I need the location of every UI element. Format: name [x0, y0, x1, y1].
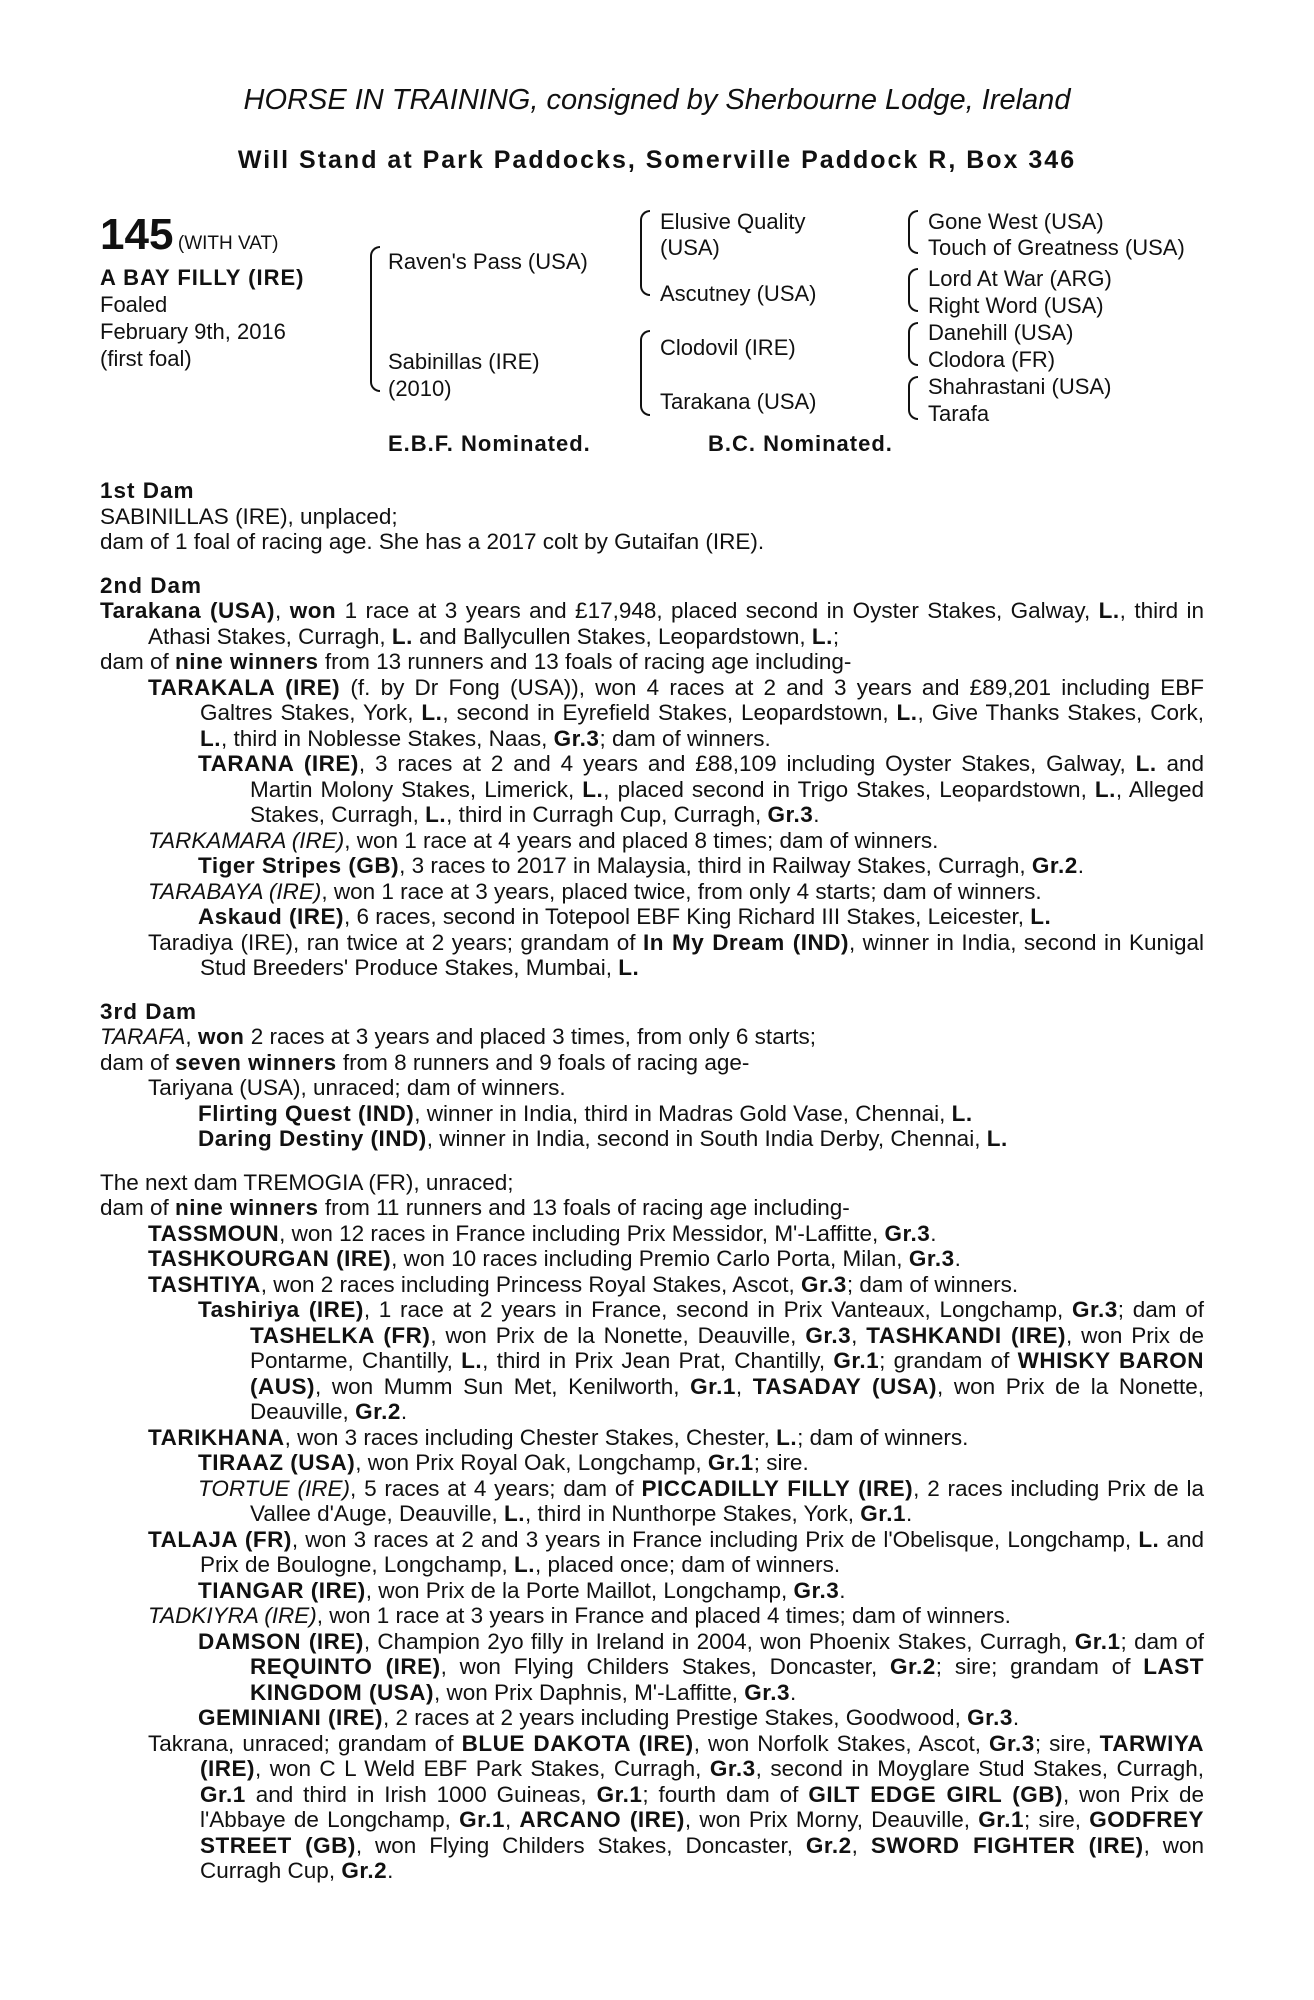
list-item: Daring Destiny (IND), winner in India, second in South India Derby, Chennai, L. [198, 1126, 1008, 1151]
grandsire-2: Clodovil (IRE) [660, 335, 796, 360]
list-item: GEMINIANI (IRE), 2 races at 2 years including Prestige Stakes, Goodwood, Gr.3. [198, 1705, 1020, 1730]
page-title: HORSE IN TRAINING, consigned by Sherbourne Lodge, Ireland [243, 84, 1071, 116]
list-item: TIANGAR (IRE), won Prix de la Porte Maillot, Longchamp, Gr.3. [198, 1577, 846, 1603]
grandsire-1-line-2: (USA) [660, 235, 720, 260]
list-item: TARAKALA (IRE) (f. by Dr Fong (USA)), won 4 races at 2 and 3 years and £89,201 including EBF Galtres Stakes, York, L., second in Eyrefield Stakes, Leopardstown, L., Give Thanks Stakes, Cork, L., third in Noblesse Stakes, Naas, Gr.3; dam of winners. [148, 674, 1204, 751]
second-dam-produce: dam of nine winners from 13 runners and 13 foals of racing age including- [100, 649, 852, 674]
lot-number-block [100, 210, 278, 260]
pedigree-brace-2 [640, 210, 650, 296]
list-item: TARABAYA (IRE), won 1 race at 3 years, placed twice, from only 4 starts; dam of winners. [148, 878, 1042, 904]
lot-details [100, 264, 304, 372]
list-item: Taradiya (IRE), ran twice at 2 years; grandam of In My Dream (IND), winner in India, second in Kunigal Stud Breeders' Produce Stakes, Mumbai, L. [148, 929, 1205, 980]
first-dam-line-1: SABINILLAS (IRE), unplaced; [100, 503, 398, 529]
list-item: TASHKOURGAN (IRE), won 10 races including Premio Carlo Porta, Milan, Gr.3. [148, 1246, 961, 1271]
list-item: TASSMOUN, won 12 races in France including Prix Messidor, M'-Laffitte, Gr.3. [148, 1220, 937, 1246]
next-dam-produce: dam of nine winners from 11 runners and 13 foals of racing age including- [100, 1195, 850, 1220]
second-dam-record: Tarakana (USA), won 1 race at 3 years and £17,948, placed second in Oyster Stakes, Galway, L., third in Athasi Stakes, Curragh, L. and Ballycullen Stakes, Leopardstown, L.; [100, 598, 1204, 649]
foaled-date: February 9th, 2016 [100, 319, 286, 344]
first-dam-line-2: dam of 1 foal of racing age. She has a 2017 colt by Gutaifan (IRE). [100, 529, 765, 554]
list-item: Tariyana (USA), unraced; dam of winners. [148, 1075, 566, 1100]
first-foal-note: (first foal) [100, 346, 192, 371]
catalogue-body [100, 478, 1204, 1884]
third-dam-produce: dam of seven winners from 8 runners and 9 foals of racing age- [100, 1049, 750, 1075]
great-granddam-1: Touch of Greatness (USA) [928, 235, 1185, 260]
pedigree-brace-5 [908, 268, 918, 312]
sire: Raven's Pass (USA) [388, 249, 588, 274]
next-dam-line: The next dam TREMOGIA (FR), unraced; [100, 1169, 514, 1195]
ebf-nominated: E.B.F. Nominated. [388, 431, 591, 456]
second-dam-heading: 2nd Dam [100, 572, 203, 598]
great-granddam-4: Tarafa [928, 401, 990, 426]
list-item: TALAJA (FR), won 3 races at 2 and 3 years in France including Prix de l'Obelisque, Longchamp, L. and Prix de Boulogne, Longchamp, L., placed once; dam of winners. [148, 1526, 1204, 1577]
list-item: TIRAAZ (USA), won Prix Royal Oak, Longchamp, Gr.1; sire. [198, 1450, 809, 1475]
vat-note: (WITH VAT) [177, 233, 279, 254]
great-grandsire-3: Danehill (USA) [928, 320, 1074, 345]
pedigree-brace-1 [370, 246, 380, 392]
list-item: TASHTIYA, won 2 races including Princess Royal Stakes, Ascot, Gr.3; dam of winners. [148, 1271, 1019, 1297]
first-dam-heading: 1st Dam [100, 478, 195, 503]
list-item: Tiger Stripes (GB), 3 races to 2017 in Malaysia, third in Railway Stakes, Curragh, Gr.2. [198, 853, 1084, 878]
dam-line-2: (2010) [388, 376, 452, 401]
pedigree-brace-3 [640, 330, 650, 416]
third-dam-record: TARAFA, won 2 races at 3 years and placed 3 times, from only 6 starts; [100, 1024, 816, 1049]
lot-description: A BAY FILLY (IRE) [100, 265, 305, 290]
list-item: Flirting Quest (IND), winner in India, third in Madras Gold Vase, Chennai, L. [198, 1100, 973, 1126]
list-item: Askaud (IRE), 6 races, second in Totepool EBF King Richard III Stakes, Leicester, L. [198, 904, 1052, 929]
pedigree-brace-4 [908, 210, 918, 254]
list-item: TARANA (IRE), 3 races at 2 and 4 years and £88,109 including Oyster Stakes, Galway, L. and Martin Molony Stakes, Limerick, L., placed second in Trigo Stakes, Leopardstown, L., Alleged Stakes, Curragh, L., third in Curragh Cup, Curragh, Gr.3. [198, 751, 1204, 827]
list-item: DAMSON (IRE), Champion 2yo filly in Ireland in 2004, won Phoenix Stakes, Curragh, Gr.1; dam of REQUINTO (IRE), won Flying Childers Stakes, Doncaster, Gr.2; sire; grandam of LAST KINGDOM (USA), won Prix Daphnis, M'-Laffitte, Gr.3. [198, 1628, 1204, 1705]
list-item: TADKIYRA (IRE), won 1 race at 3 years in France and placed 4 times; dam of winners. [148, 1603, 1011, 1628]
pedigree-brace-7 [908, 376, 918, 420]
great-granddam-3: Clodora (FR) [928, 347, 1056, 372]
grandsire-1-line-1: Elusive Quality [660, 209, 806, 234]
dam-line-1: Sabinillas (IRE) [388, 349, 540, 374]
list-item: Tashiriya (IRE), 1 race at 2 years in France, second in Prix Vanteaux, Longchamp, Gr.3; dam of TASHELKA (FR), won Prix de la Nonette, Deauville, Gr.3, TASHKANDI (IRE), won Prix de Pontarme, Chantilly, L., third in Prix Jean Prat, Chantilly, Gr.1; grandam of WHISKY BARON (AUS), won Mumm Sun Met, Kenilworth, Gr.1, TASADAY (USA), won Prix de la Nonette, Deauville, Gr.2. [198, 1297, 1205, 1424]
stand-location: Will Stand at Park Paddocks, Somerville Paddock R, Box 346 [237, 146, 1077, 174]
great-grandsire-1: Gone West (USA) [928, 209, 1104, 234]
list-item: TARKAMARA (IRE), won 1 race at 4 years and placed 8 times; dam of winners. [148, 827, 939, 853]
great-grandsire-2: Lord At War (ARG) [928, 266, 1112, 291]
list-item: Takrana, unraced; grandam of BLUE DAKOTA (IRE), won Norfolk Stakes, Ascot, Gr.3; sire, TARWIYA (IRE), won C L Weld EBF Park Stakes, Curragh, Gr.3, second in Moyglare Stud Stakes, Curragh, Gr.1 and third in Irish 1000 Guineas, Gr.1; fourth dam of GILT EDGE GIRL (GB), won Prix de l'Abbaye de Longchamp, Gr.1, ARCANO (IRE), won Prix Morny, Deauville, Gr.1; sire, GODFREY STREET (GB), won Flying Childers Stakes, Doncaster, Gr.2, SWORD FIGHTER (IRE), won Curragh Cup, Gr.2. [148, 1730, 1205, 1883]
great-granddam-2: Right Word (USA) [928, 293, 1104, 318]
granddam-1: Ascutney (USA) [660, 281, 817, 306]
list-item: TARIKHANA, won 3 races including Chester Stakes, Chester, L.; dam of winners. [148, 1424, 969, 1450]
bc-nominated: B.C. Nominated. [708, 431, 893, 456]
granddam-2: Tarakana (USA) [660, 389, 817, 414]
list-item: TORTUE (IRE), 5 races at 4 years; dam of PICCADILLY FILLY (IRE), 2 races including Prix de la Vallee d'Auge, Deauville, L., third in Nunthorpe Stakes, York, Gr.1. [198, 1475, 1204, 1526]
great-grandsire-4: Shahrastani (USA) [928, 374, 1112, 399]
lot-number: 145 [100, 210, 174, 259]
third-dam-heading: 3rd Dam [100, 998, 198, 1024]
pedigree-brace-6 [908, 322, 918, 366]
foaled-label: Foaled [100, 292, 168, 317]
